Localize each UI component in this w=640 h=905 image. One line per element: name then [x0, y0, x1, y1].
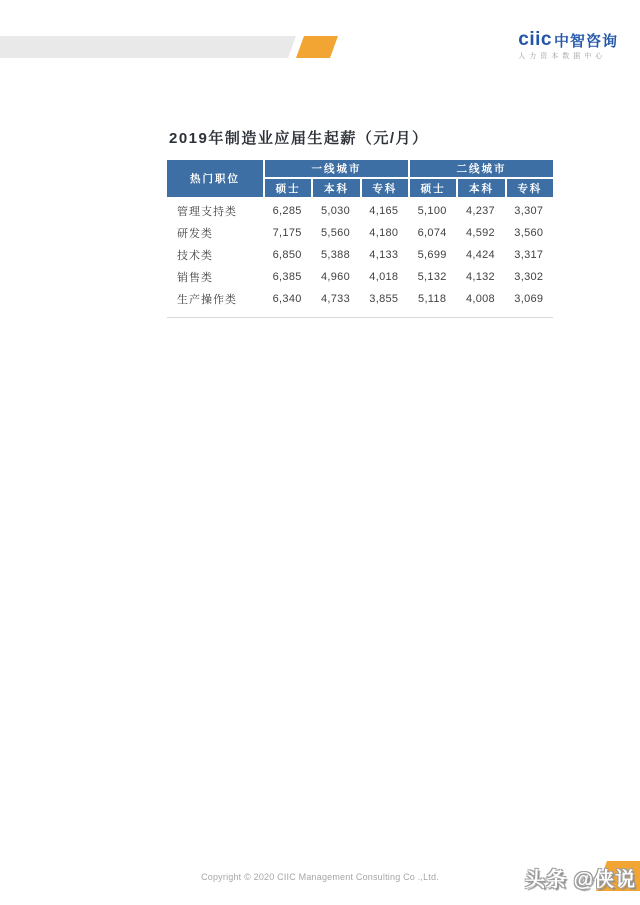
table-head — [167, 160, 553, 197]
watermark-text: 头条 @侠说 — [524, 869, 636, 891]
salary-table — [167, 160, 553, 318]
table-group-header-row — [167, 160, 553, 177]
table-body — [167, 197, 553, 310]
salary-cell: 4,132 — [465, 271, 495, 283]
column-header-tier2-associate: 专科 — [505, 177, 553, 197]
table-row — [167, 288, 553, 310]
salary-cell: 4,960 — [320, 271, 350, 283]
salary-cell: 6,850 — [272, 249, 302, 261]
salary-cell: 4,237 — [465, 205, 495, 217]
salary-cell: 5,030 — [320, 205, 350, 217]
salary-cell: 4,133 — [369, 249, 399, 261]
salary-cell: 7,175 — [272, 227, 302, 239]
row-label: 技术类 — [177, 250, 213, 262]
row-label: 研发类 — [177, 228, 213, 240]
column-header-tier2-bachelor: 本科 — [456, 177, 504, 197]
salary-cell: 5,100 — [417, 205, 447, 217]
logo-ciic-text: ciic — [518, 29, 552, 50]
page-title: 2019年制造业应届生起薪（元/月） — [169, 130, 429, 147]
company-logo — [518, 30, 618, 60]
salary-cell: 5,699 — [417, 249, 447, 261]
salary-cell: 6,340 — [272, 293, 302, 305]
group-header-tier2-cities: 二线城市 — [408, 160, 553, 177]
salary-cell: 6,385 — [272, 271, 302, 283]
salary-cell: 3,855 — [369, 293, 399, 305]
salary-cell: 3,302 — [514, 271, 544, 283]
salary-cell: 4,008 — [465, 293, 495, 305]
table-row — [167, 222, 553, 244]
salary-cell: 5,560 — [320, 227, 350, 239]
logo-subtitle: 人力资本数据中心 — [518, 53, 607, 60]
table-row — [167, 266, 553, 288]
salary-cell: 5,118 — [418, 293, 447, 305]
column-header-position: 热门职位 — [167, 160, 263, 197]
salary-table-grid — [167, 160, 553, 310]
column-header-tier1-bachelor: 本科 — [311, 177, 359, 197]
header-accent-parallelogram — [296, 36, 338, 58]
row-label: 生产操作类 — [177, 294, 237, 306]
salary-cell: 4,165 — [369, 205, 399, 217]
column-header-tier1-associate: 专科 — [360, 177, 408, 197]
salary-cell: 3,560 — [514, 227, 544, 239]
row-label: 管理支持类 — [177, 206, 237, 218]
logo-main-row — [518, 30, 618, 49]
group-header-tier1-cities: 一线城市 — [263, 160, 408, 177]
header-gray-bar — [0, 36, 296, 58]
logo-cn-text: 中智咨询 — [553, 33, 618, 50]
salary-cell: 4,424 — [465, 249, 495, 261]
salary-cell: 4,018 — [369, 271, 399, 283]
salary-cell: 3,069 — [514, 293, 544, 305]
table-row — [167, 197, 553, 222]
salary-cell: 6,285 — [272, 205, 302, 217]
salary-cell: 3,307 — [514, 205, 544, 217]
column-header-tier2-master: 硕士 — [408, 177, 456, 197]
row-label: 销售类 — [177, 272, 213, 284]
column-header-tier1-master: 硕士 — [263, 177, 311, 197]
salary-cell: 6,074 — [417, 227, 447, 239]
salary-cell: 4,733 — [320, 293, 350, 305]
copyright-text: Copyright © 2020 CIIC Management Consulting Co .,Ltd. — [201, 872, 439, 882]
salary-cell: 5,388 — [320, 249, 350, 261]
salary-cell: 4,180 — [369, 227, 399, 239]
salary-cell: 3,317 — [514, 249, 544, 261]
salary-cell: 4,592 — [465, 227, 495, 239]
salary-cell: 5,132 — [417, 271, 447, 283]
table-row — [167, 244, 553, 266]
